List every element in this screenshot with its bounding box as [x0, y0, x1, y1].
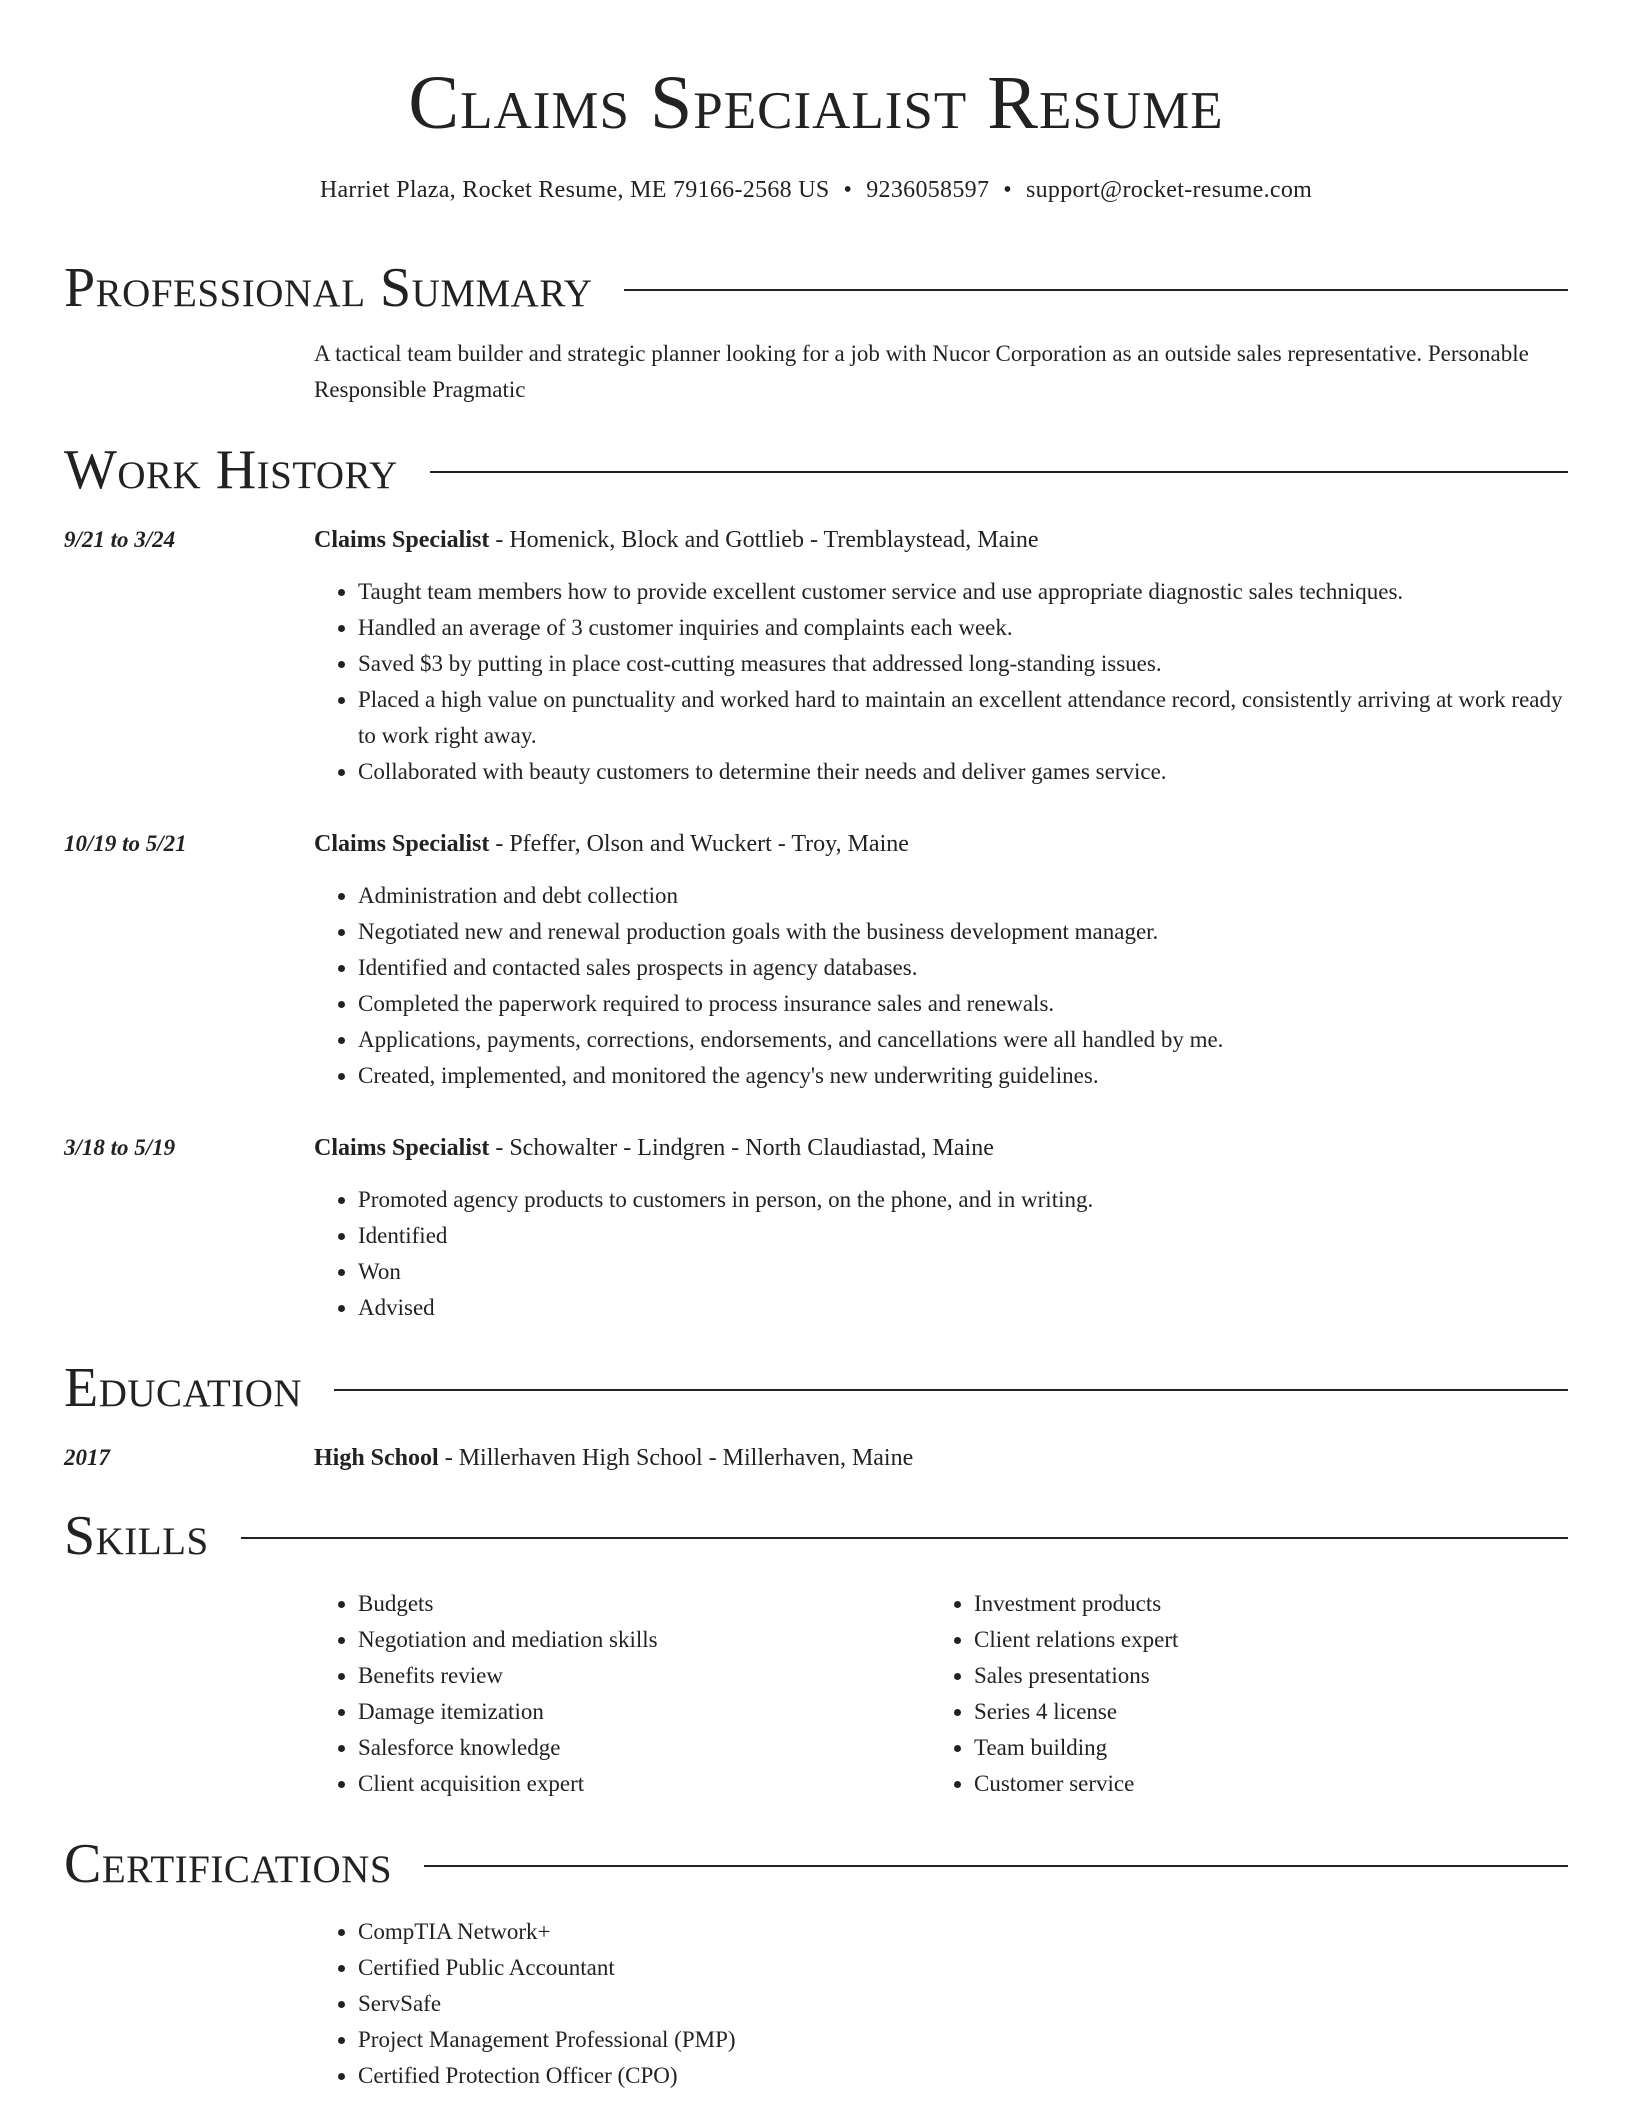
job-employer: - Pfeffer, Olson and Wuckert - Troy, Maine	[489, 831, 909, 857]
job-bullet: • Created, implemented, and monitored the agency's new underwriting guidelines.	[358, 1058, 1568, 1094]
skill-item: • Budgets	[358, 1586, 918, 1622]
job-dates: 3/18 to 5/19	[64, 1135, 176, 1160]
skill-item: • Negotiation and mediation skills	[358, 1622, 918, 1658]
job-bullet-list	[314, 1182, 1568, 1326]
section-title-certifications: Certifications	[64, 1833, 393, 1895]
certification-item: • CompTIA Network+	[358, 1914, 1568, 1950]
section-title-summary: Professional Summary	[64, 257, 593, 319]
skills-list-left	[314, 1586, 918, 1802]
certification-item: • Project Management Professional (PMP)	[358, 2022, 1568, 2058]
job-heading	[314, 522, 1568, 558]
job-bullet: • Saved $3 by putting in place cost-cutting measures that addressed long-standing issues.	[358, 646, 1568, 682]
contact-phone: 9236058597	[866, 177, 990, 203]
contact-separator: •	[843, 177, 853, 203]
section-header-education	[64, 1356, 1568, 1420]
section-title-skills: Skills	[64, 1505, 209, 1567]
certifications-list	[314, 1914, 1568, 2094]
job-bullet: • Identified	[358, 1218, 1568, 1254]
job-bullet: • Identified and contacted sales prospects in agency databases.	[358, 950, 1568, 986]
section-divider	[241, 1537, 1568, 1539]
education-heading	[314, 1440, 1568, 1476]
education-school: - Millerhaven High School - Millerhaven, Maine	[438, 1445, 914, 1471]
section-header-work-history	[64, 438, 1568, 502]
job-employer: - Schowalter - Lindgren - North Claudiastad, Maine	[489, 1135, 994, 1161]
job-bullet: • Promoted agency products to customers in person, on the phone, and in writing.	[358, 1182, 1568, 1218]
job-bullet: • Placed a high value on punctuality and worked hard to maintain an excellent attendance record, consistently arriving at work ready to work right away.	[358, 682, 1568, 754]
job-heading	[314, 826, 1568, 862]
job-bullet: • Applications, payments, corrections, endorsements, and cancellations were all handled by me.	[358, 1022, 1568, 1058]
section-title-education: Education	[64, 1357, 303, 1419]
section-header-summary	[64, 256, 1568, 320]
job-bullet: • Advised	[358, 1290, 1568, 1326]
job-bullet: • Handled an average of 3 customer inquiries and complaints each week.	[358, 610, 1568, 646]
skill-item: • Series 4 license	[974, 1694, 1534, 1730]
section-divider	[624, 289, 1568, 291]
job-bullet: • Completed the paperwork required to process insurance sales and renewals.	[358, 986, 1568, 1022]
job-title: Claims Specialist	[314, 831, 490, 857]
job-bullet: • Collaborated with beauty customers to determine their needs and deliver games service.	[358, 754, 1568, 790]
job-title: Claims Specialist	[314, 527, 490, 553]
education-degree: High School	[314, 1445, 439, 1471]
job-bullet: • Administration and debt collection	[358, 878, 1568, 914]
skill-item: • Customer service	[974, 1766, 1534, 1802]
job-bullet: • Taught team members how to provide excellent customer service and use appropriate diagnostic sales techniques.	[358, 574, 1568, 610]
certification-item: • Certified Protection Officer (CPO)	[358, 2058, 1568, 2094]
contact-line	[64, 174, 1568, 206]
contact-address: Harriet Plaza, Rocket Resume, ME 79166-2568 US	[319, 177, 830, 203]
skill-item: • Damage itemization	[358, 1694, 918, 1730]
skill-item: • Benefits review	[358, 1658, 918, 1694]
skill-item: • Sales presentations	[974, 1658, 1534, 1694]
skill-item: • Client acquisition expert	[358, 1766, 918, 1802]
certification-item: • Certified Public Accountant	[358, 1950, 1568, 1986]
job-dates: 10/19 to 5/21	[64, 831, 187, 856]
job-heading	[314, 1130, 1568, 1166]
job-bullet: • Negotiated new and renewal production goals with the business development manager.	[358, 914, 1568, 950]
education-year: 2017	[64, 1445, 110, 1470]
resume-title: Claims Specialist Resume	[408, 61, 1224, 145]
job-bullet: • Won	[358, 1254, 1568, 1290]
job-bullet-list	[314, 878, 1568, 1094]
job-title: Claims Specialist	[314, 1135, 490, 1161]
contact-separator: •	[1003, 177, 1012, 203]
section-header-certifications	[64, 1832, 1568, 1896]
certification-item: • ServSafe	[358, 1986, 1568, 2022]
contact-email: support@rocket-resume.com	[1025, 177, 1313, 203]
skill-item: • Client relations expert	[974, 1622, 1534, 1658]
summary-text: A tactical team builder and strategic planner looking for a job with Nucor Corporation as an outside sales representative. Personable Responsible Pragmatic	[314, 341, 1529, 402]
section-divider	[334, 1389, 1568, 1391]
job-bullet-list	[314, 574, 1568, 790]
skill-item: • Salesforce knowledge	[358, 1730, 918, 1766]
section-divider	[430, 471, 1568, 473]
section-title-work-history: Work History	[64, 439, 398, 501]
section-header-skills	[64, 1504, 1568, 1568]
job-dates: 9/21 to 3/24	[64, 527, 176, 552]
job-employer: - Homenick, Block and Gottlieb - Tremblaystead, Maine	[489, 527, 1039, 553]
section-divider	[424, 1865, 1568, 1867]
skill-item: • Team building	[974, 1730, 1534, 1766]
skills-list-right	[930, 1586, 1534, 1802]
skill-item: • Investment products	[974, 1586, 1534, 1622]
